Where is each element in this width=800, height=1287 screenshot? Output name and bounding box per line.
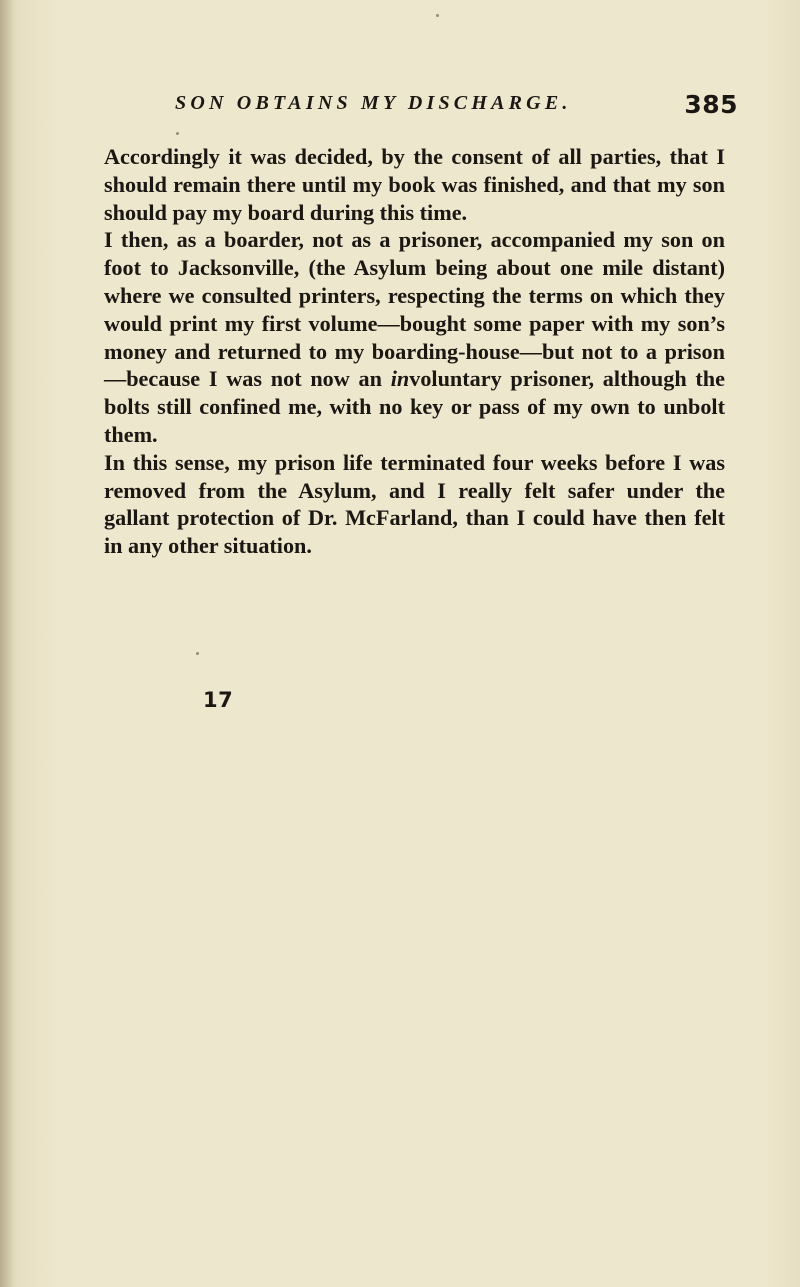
paragraph-1	[104, 143, 725, 226]
paragraph-2-text: I then, as a boarder, not as a prisoner, accompanied my son on foot to Jacksonville, (the Asylum being about one mile distant) where we consulted printers, respecting the terms on which they would print my first volume—bought some paper with my son’s money and returned to my boarding-house—but not to a prison—because I was not now an	[104, 227, 725, 392]
paragraph-3	[104, 449, 725, 560]
paper-speck	[176, 132, 179, 135]
paper-speck	[196, 652, 199, 655]
running-head	[175, 88, 740, 122]
paragraph-1-text: Accordingly it was decided, by the consent of all parties, that I should remain there until my book was finished, and that my son should pay my board during this time.	[104, 144, 725, 225]
body-text	[104, 143, 725, 560]
paragraph-2	[104, 226, 725, 448]
paragraph-3-text: In this sense, my prison life terminated four weeks before I was removed from the Asylum, and I really felt safer under the gallant protection of Dr. McFarland, than I could have then felt in any other situation.	[104, 449, 725, 559]
paragraph-2-text-cont: voluntary prisoner, although the bolts still confined me, with no key or pass of my own to unbolt them.	[104, 366, 725, 447]
signature-mark: 17	[203, 688, 234, 712]
paragraph-2-emphasis: in	[390, 366, 410, 392]
page-number: 385	[684, 90, 738, 119]
page-gutter-shadow	[0, 0, 14, 1287]
paper-speck	[436, 14, 439, 17]
running-head-title: SON OBTAINS MY DISCHARGE.	[175, 92, 572, 114]
